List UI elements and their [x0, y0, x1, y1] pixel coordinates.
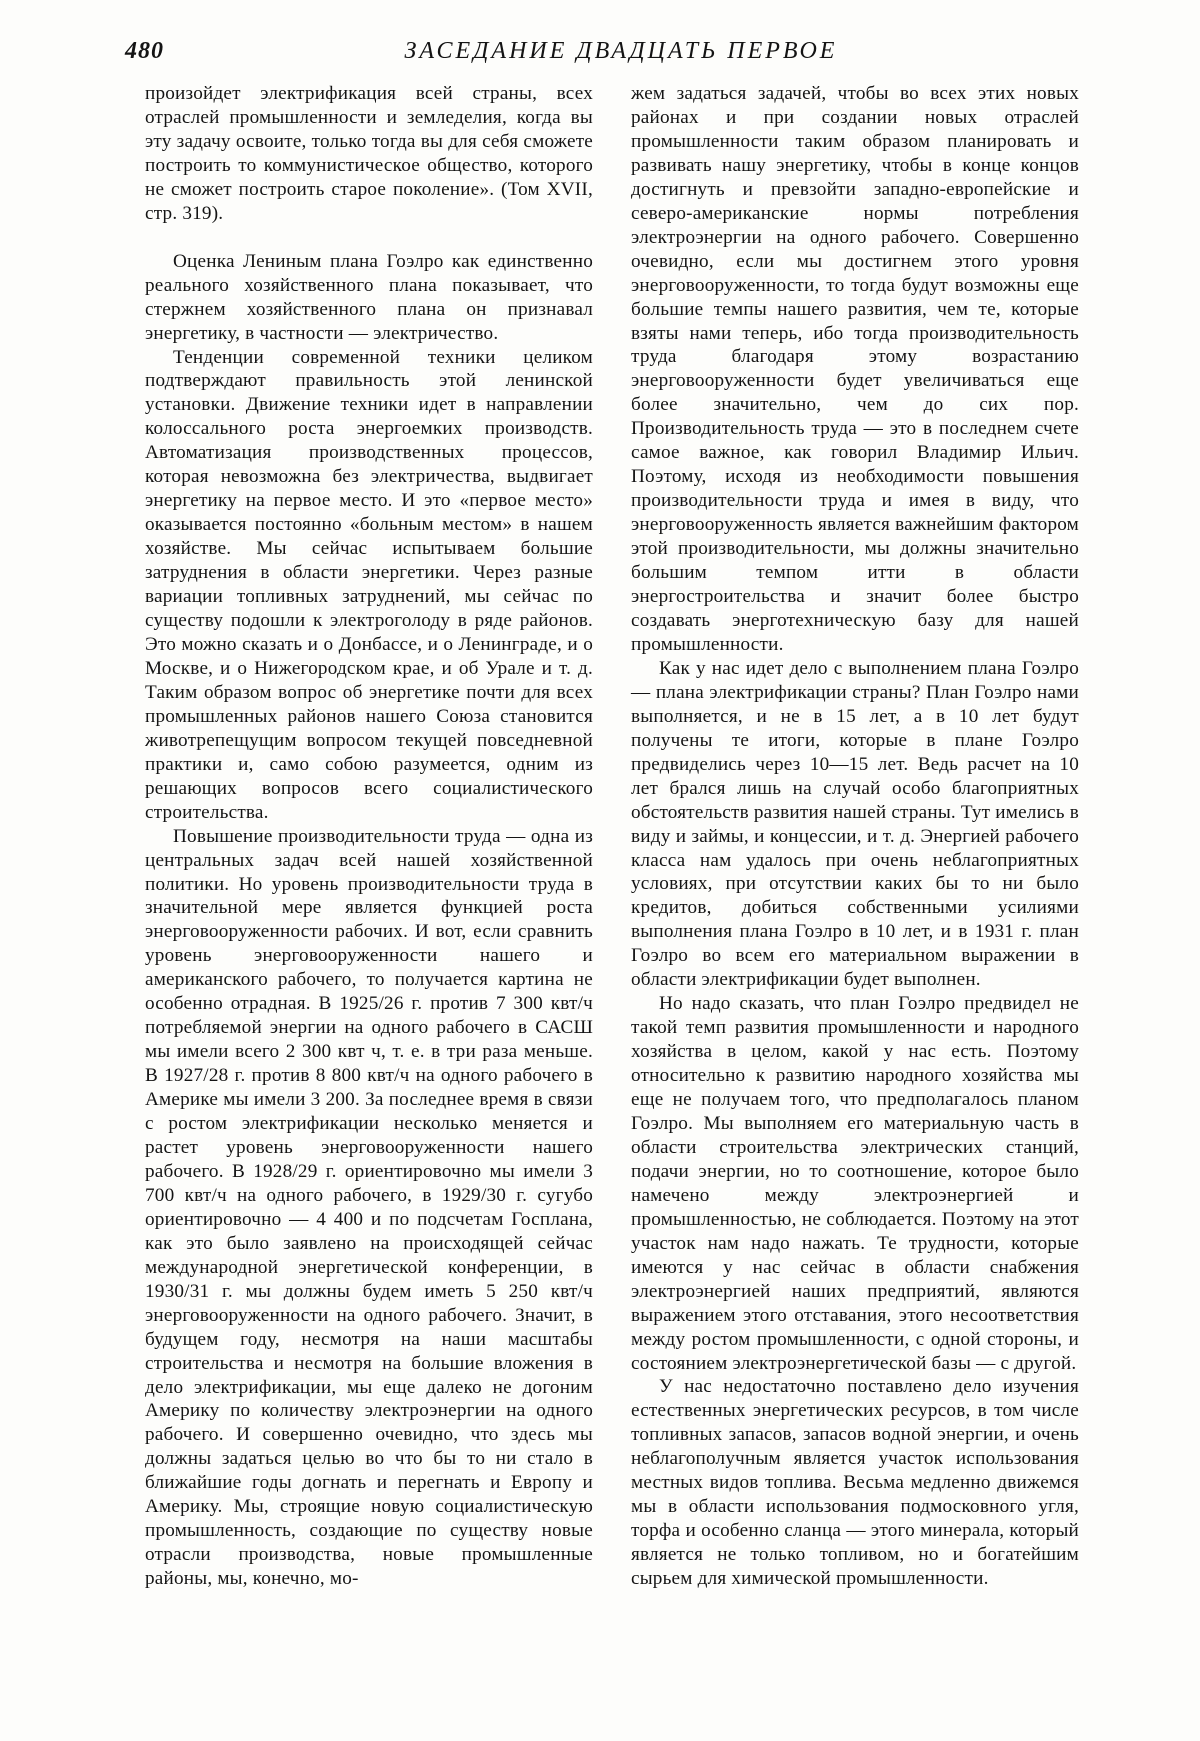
left-column	[145, 82, 593, 1591]
paragraph: Оценка Лениным плана Гоэлро как единственно реального хозяйственного плана показывает, что стержнем хозяйственного плана он признавал энергетику, в частности — электричество.	[145, 250, 593, 346]
paragraph: жем задаться задачей, чтобы во всех этих новых районах и при создании новых отраслей промышленности таким образом планировать и развивать нашу энергетику, чтобы в конце концов достигнуть и превзойти западно-европейские и северо-американские нормы потребления электроэнергии на одного рабочего. Совершенно очевидно, если мы достигнем этого уровня энерговооруженности, то тогда будут возможны еще большие темпы нашего развития, чем те, которые взяты нами теперь, ибо тогда производительность труда благодаря этому возрастанию энерговооруженности будет увеличиваться еще более значительно, чем до сих пор. Производительность труда — это в последнем счете самое важное, как говорил Владимир Ильич. Поэтому, исходя из необходимости повышения производительности труда и имея в виду, что энерговооруженность является важнейшим фактором этой производительности, мы должны значительно большим темпом итти в области энергостроительства и значит более быстро создавать энерготехническую базу для нашей промышленности.	[631, 82, 1079, 657]
paragraph: Как у нас идет дело с выполнением плана Гоэлро — плана электрификации страны? План Гоэлро нами выполняется, и не в 15 лет, а в 10 лет будут получены те итоги, которые в плане Гоэлро предвиделись через 10—15 лет. Ведь расчет на 10 лет брался лишь на случай особо благоприятных обстоятельств развития нашей страны. Тут имелись в виду и займы, и концессии, и т. д. Энергией рабочего класса нам удалось при очень неблагоприятных условиях, при отсутствии каких бы то ни было кредитов, добиться собственными усилиями выполнения плана Гоэлро в 10 лет, и в 1931 г. план Гоэлро во всем его материальном выражении в области электрификации будет выполнен.	[631, 657, 1079, 992]
right-column	[631, 82, 1079, 1591]
paragraph: произойдет электрификация всей страны, всех отраслей промышленности и земледелия, когда вы эту задачу освоите, только тогда вы для себя сможете построить то коммунистическое общество, которого не сможет построить старое поколение». (Том XVII, стр. 319).	[145, 82, 593, 226]
page-number: 480	[125, 38, 164, 65]
paragraph: Но надо сказать, что план Гоэлро предвидел не такой темп развития промышленности и народного хозяйства в целом, какой у нас есть. Поэтому относительно к развитию народного хозяйства мы еще не получаем того, что предполагалось планом Гоэлро. Мы выполняем его материальную часть в области строительства электрических станций, подачи энергии, но то соотношение, которое было намечено между электроэнергией и промышленностью, не соблюдается. Поэтому на этот участок нам надо нажать. Те трудности, которые имеются у нас сейчас в области снабжения электроэнергией наших предприятий, являются выражением этого отставания, этого несоответствия между ростом промышленности, с одной стороны, и состоянием электроэнергетической базы — с другой.	[631, 992, 1079, 1375]
paragraph: Тенденции современной техники целиком подтверждают правильность этой ленинской установки. Движение техники идет в направлении колоссального роста энергоемких производств. Автоматизация производственных процессов, которая невозможна без электричества, выдвигает энергетику на первое место. И это «первое место» оказывается постоянно «больным местом» в нашем хозяйстве. Мы сейчас испытываем большие затруднения в области энергетики. Через разные вариации топливных затруднений, мы сейчас по существу подошли к электроголоду в ряде районов. Это можно сказать и о Донбассе, и о Ленинграде, и о Москве, и о Нижегородском крае, и об Урале и т. д. Таким образом вопрос об энергетике почти для всех промышленных районов нашего Союза становится животрепещущим вопросом текущей повседневной практики и, само собою разумеется, одним из решающих вопросов всего социалистического строительства.	[145, 346, 593, 825]
book-page	[0, 0, 1200, 1741]
page-header	[125, 38, 1117, 74]
paragraph: Повышение производительности труда — одна из центральных задач всей нашей хозяйственной политики. Но уровень производительности труда в значительной мере является функцией роста энерговооруженности рабочих. И вот, если сравнить уровень энерговооруженности нашего и американского рабочего, то получается картина не особенно отрадная. В 1925/26 г. против 7 300 квт/ч потребляемой энергии на одного рабочего в САСШ мы имели всего 2 300 квт ч, т. е. в три раза меньше. В 1927/28 г. против 8 800 квт/ч на одного рабочего в Америке мы имели 3 200. За последнее время в связи с ростом электрификации несколько меняется и растет уровень энерговооруженности нашего рабочего. В 1928/29 г. ориентировочно мы имели 3 700 квт/ч на одного рабочего, в 1929/30 г. сугубо ориентировочно — 4 400 и по подсчетам Госплана, как это было заявлено на происходящей сейчас международной энергетической конференции, в 1930/31 г. мы должны будем иметь 5 250 квт/ч энерговооруженности на одного рабочего. Значит, в будущем году, несмотря на наши масштабы строительства и несмотря на большие вложения в дело электрификации, мы еще далеко не догоним Америку по количеству электроэнергии на одного рабочего. И совершенно очевидно, что здесь мы должны задаться целью во что бы то ни стало в ближайшие годы догнать и перегнать и Европу и Америку. Мы, строящие новую социалистическую промышленность, создающие по существу новые отрасли производства, новые промышленные районы, мы, конечно, мо-	[145, 825, 593, 1592]
running-title: ЗАСЕДАНИЕ ДВАДЦАТЬ ПЕРВОЕ	[125, 38, 1117, 65]
paragraph: У нас недостаточно поставлено дело изучения естественных энергетических ресурсов, в том числе топливных запасов, запасов водной энергии, и очень неблагополучным является участок использования местных видов топлива. Весьма медленно движемся мы в области использования подмосковного угля, торфа и особенно сланца — этого минерала, который является не только топливом, но и богатейшим сырьем для химической промышленности.	[631, 1375, 1079, 1591]
